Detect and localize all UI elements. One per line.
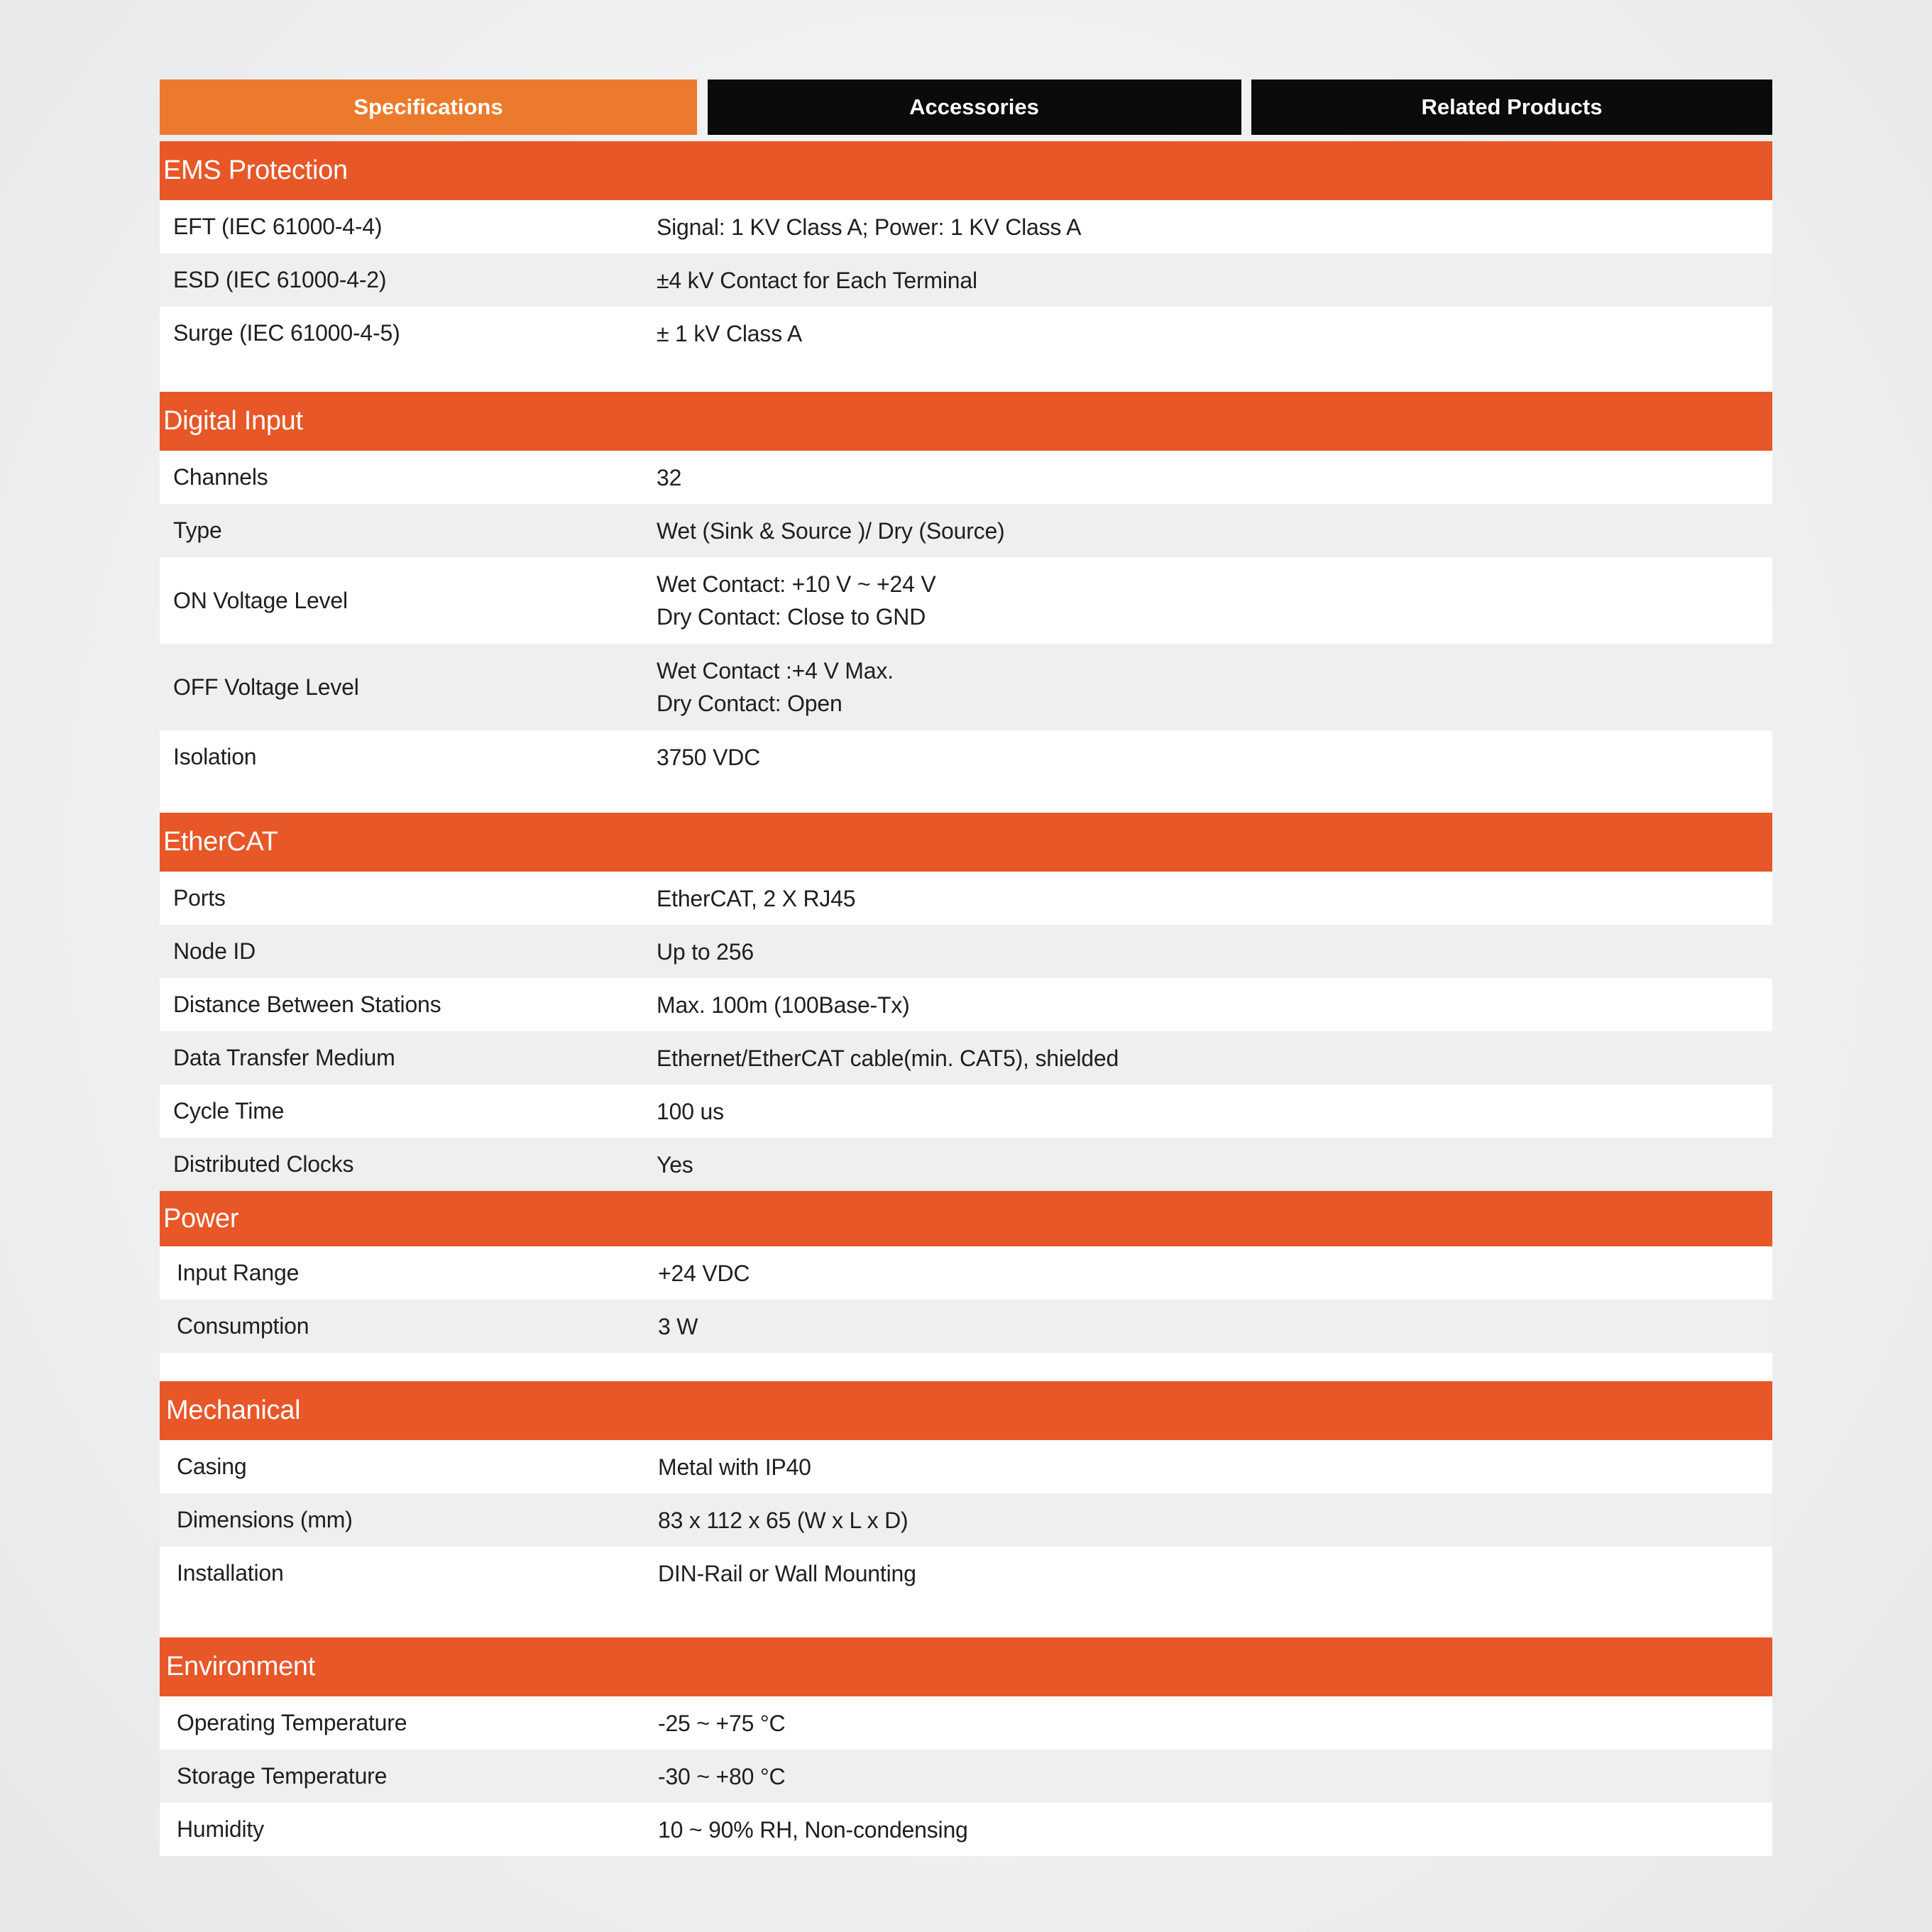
spec-table [160,141,1772,1856]
spec-value [642,568,936,633]
spec-label: Humidity [177,1816,264,1842]
section-spacer [160,1600,1772,1637]
table-row [160,504,1772,557]
spec-value [642,654,894,720]
section-spacer [160,784,1772,813]
spec-label: EFT (IEC 61000-4-4) [173,214,383,239]
section-title: EtherCAT [160,813,1772,872]
spec-label: Node ID [173,938,256,964]
tab-related-products[interactable]: Related Products [1251,79,1772,135]
spec-label: Ports [173,885,226,911]
section-digital-input [160,392,1772,813]
table-row [160,200,1772,253]
spec-label: Isolation [173,744,257,769]
spec-value: 100 us [657,1098,724,1124]
spec-label: Data Transfer Medium [173,1045,395,1070]
section-spacer [160,1353,1772,1381]
spec-label: ESD (IEC 61000-4-2) [173,267,387,292]
spec-value-line: Wet Contact: +10 V ~ +24 V [657,571,936,597]
section-mechanical [160,1381,1772,1637]
section-title: Power [160,1191,1772,1246]
spec-value-line: Dry Contact: Open [657,691,842,716]
table-row [160,1300,1772,1353]
spec-label: Type [173,517,222,543]
spec-value: -25 ~ +75 °C [658,1710,786,1736]
table-row [160,1547,1772,1600]
table-row [160,978,1772,1031]
section-title: EMS Protection [160,141,1772,200]
spec-label: Dimensions (mm) [177,1507,353,1532]
table-row [160,730,1772,784]
table-row [160,1803,1772,1856]
spec-value: DIN-Rail or Wall Mounting [658,1560,916,1586]
spec-value: Wet (Sink & Source )/ Dry (Source) [657,517,1005,544]
tab-bar [160,79,1772,135]
spec-value: Max. 100m (100Base-Tx) [657,992,910,1018]
spec-value: 3 W [658,1313,698,1339]
spec-value-line: Wet Contact :+4 V Max. [657,658,894,684]
spec-label: Consumption [177,1313,309,1339]
table-row [160,307,1772,360]
spec-label: Channels [173,464,268,490]
spec-value: EtherCAT, 2 X RJ45 [657,885,856,911]
spec-label: Input Range [177,1260,300,1285]
table-row [160,557,1772,644]
table-row [160,925,1772,978]
spec-value: 3750 VDC [657,744,761,770]
spec-value: 83 x 112 x 65 (W x L x D) [658,1507,909,1533]
spec-panel [160,79,1772,1856]
spec-value: Metal with IP40 [658,1454,811,1480]
spec-value: 10 ~ 90% RH, Non-condensing [658,1816,968,1843]
section-title: Digital Input [160,392,1772,451]
section-ems-protection [160,141,1772,392]
spec-value: +24 VDC [658,1260,750,1286]
spec-label: Surge (IEC 61000-4-5) [173,320,400,346]
table-row [160,1031,1772,1085]
spec-label: Distance Between Stations [173,992,441,1017]
table-row [160,1085,1772,1138]
tab-specifications[interactable]: Specifications [160,79,697,135]
spec-value: Ethernet/EtherCAT cable(min. CAT5), shielded [657,1045,1119,1071]
table-row [160,253,1772,307]
section-title: Environment [160,1637,1772,1696]
section-ethercat [160,813,1772,1191]
section-power [160,1191,1772,1381]
table-row [160,1750,1772,1803]
section-title: Mechanical [160,1381,1772,1440]
table-row [160,1440,1772,1493]
spec-label: Installation [177,1560,284,1586]
spec-value: 32 [657,464,682,490]
spec-value: Up to 256 [657,938,754,965]
section-spacer [160,360,1772,392]
table-row [160,1696,1772,1750]
table-row [160,1246,1772,1300]
spec-label: Storage Temperature [177,1763,388,1789]
spec-label: Cycle Time [173,1098,285,1124]
table-row [160,872,1772,925]
spec-value-line: Dry Contact: Close to GND [657,604,926,630]
spec-value: -30 ~ +80 °C [658,1763,786,1789]
spec-label: Operating Temperature [177,1710,407,1735]
section-environment [160,1637,1772,1856]
spec-value: ± 1 kV Class A [657,320,803,346]
spec-value: ±4 kV Contact for Each Terminal [657,267,977,293]
spec-label: Distributed Clocks [173,1151,354,1177]
spec-value: Signal: 1 KV Class A; Power: 1 KV Class A [657,214,1082,240]
tab-accessories[interactable]: Accessories [708,79,1241,135]
table-row [160,644,1772,730]
spec-value: Yes [657,1151,693,1178]
table-row [160,451,1772,504]
table-row [160,1493,1772,1547]
spec-label: Casing [177,1454,247,1479]
table-row [160,1138,1772,1191]
spec-label: ON Voltage Level [173,587,348,613]
spec-label: OFF Voltage Level [173,674,359,700]
